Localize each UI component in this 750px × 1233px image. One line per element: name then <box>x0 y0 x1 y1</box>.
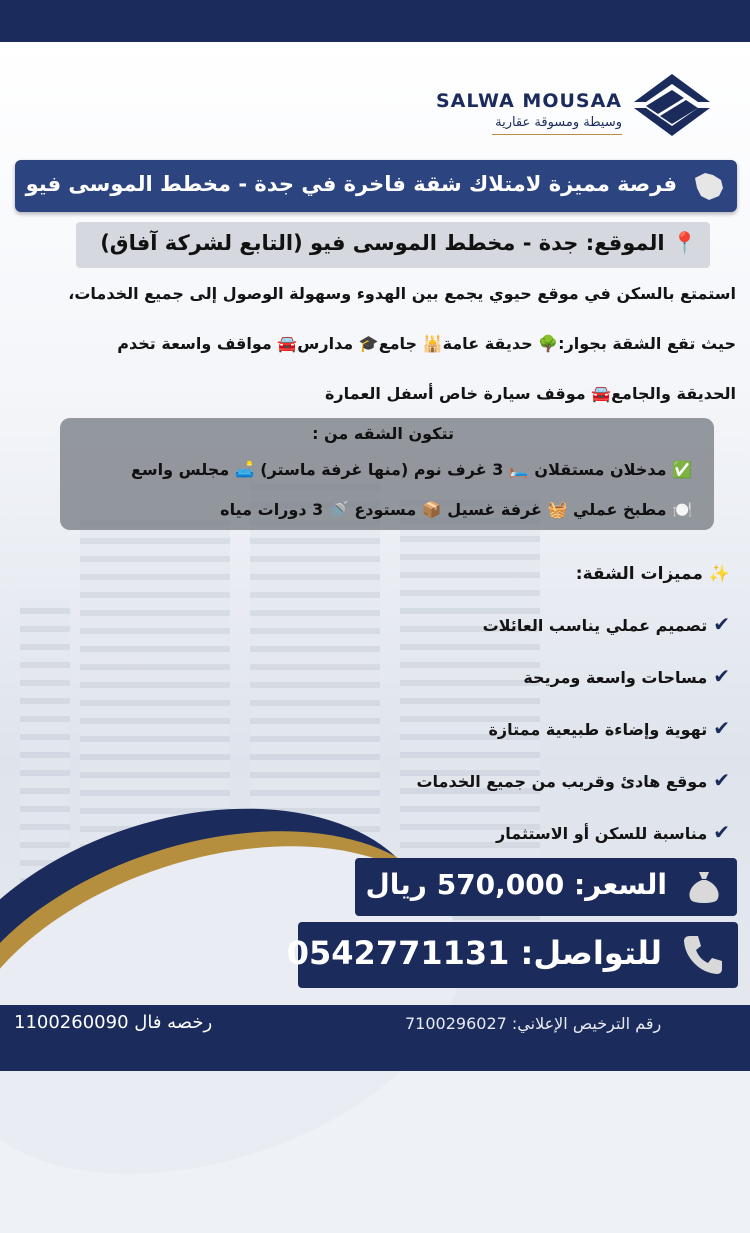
top-bar <box>0 0 750 42</box>
composition-title: تتكون الشقه من : <box>312 424 454 443</box>
feature-text: مساحات واسعة ومريحة <box>523 668 708 687</box>
description-line: الحديقة والجامع🚘 موقف سيارة خاص أسفل العمارة <box>324 384 736 403</box>
brand-divider <box>492 134 622 135</box>
feature-text: مناسبة للسكن أو الاستثمار <box>496 824 708 843</box>
ad-license-text: رقم الترخيص الإعلاني: 7100296027 <box>405 1014 662 1033</box>
price-text: السعر: 570,000 ريال <box>365 868 667 901</box>
composition-line: ✅ مدخلان مستقلان 🛏️ 3 غرف نوم (منها غرفة ماستر) 🛋️ مجلس واسع <box>130 460 692 479</box>
headline-banner <box>15 160 737 212</box>
brand-logo <box>392 72 712 142</box>
description-line: حيث تقع الشقة بجوار:🌳 حديقة عامة🕌 جامع🎓 مدارس🚘 مواقف واسعة تخدم <box>117 334 736 353</box>
headline-text: فرصة مميزة لامتلاك شقة فاخرة في جدة - مخطط الموسى فيو <box>25 172 677 196</box>
contact-box[interactable] <box>286 922 738 988</box>
check-icon: ✔ <box>713 768 730 792</box>
logo-mark-icon <box>632 72 712 138</box>
money-bag-icon <box>685 868 723 906</box>
composition-box <box>60 418 714 530</box>
composition-line: 🍽️ مطبخ عملي 🧺 غرفة غسيل 📦 مستودع 🚿 3 دورات مياه <box>220 500 692 519</box>
saudi-map-icon <box>691 170 725 202</box>
location-text: 📍 الموقع: جدة - مخطط الموسى فيو (التابع لشركة آفاق) <box>100 231 698 255</box>
feature-item <box>523 664 730 688</box>
feature-item <box>488 716 730 740</box>
phone-icon <box>680 932 726 978</box>
brand-name: SALWA MOUSAA <box>435 90 622 112</box>
check-icon: ✔ <box>713 664 730 688</box>
feature-item <box>496 820 730 844</box>
contact-text: للتواصل: 0542771131 <box>286 934 662 972</box>
brand-tagline: وسيطة ومسوقة عقارية <box>495 115 622 130</box>
feature-text: تهوية وإضاءة طبيعية ممتازة <box>488 720 708 739</box>
fal-license-text: رخصه فال 1100260090 <box>14 1012 213 1033</box>
features-title: ✨ مميزات الشقة: <box>575 564 730 584</box>
check-icon: ✔ <box>713 716 730 740</box>
feature-item <box>483 612 730 636</box>
feature-item <box>416 768 730 792</box>
price-box <box>355 858 737 916</box>
check-icon: ✔ <box>713 820 730 844</box>
check-icon: ✔ <box>713 612 730 636</box>
location-box <box>76 222 710 268</box>
description-line: استمتع بالسكن في موقع حيوي يجمع بين الهدوء وسهولة الوصول إلى جميع الخدمات، <box>68 284 736 303</box>
feature-text: تصميم عملي يناسب العائلات <box>482 616 708 635</box>
building-image <box>400 500 540 920</box>
feature-text: موقع هادئ وقريب من جميع الخدمات <box>416 772 708 791</box>
